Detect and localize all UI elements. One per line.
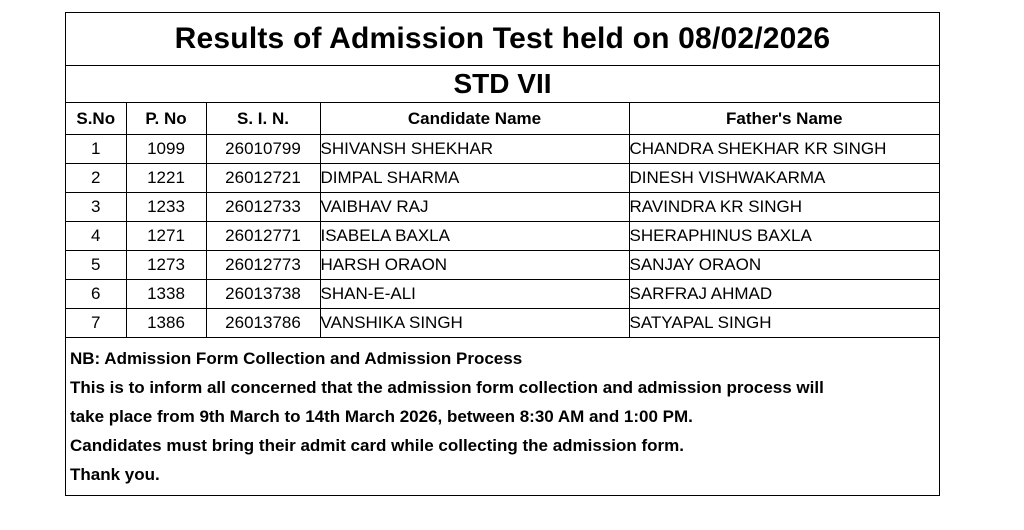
cell-sin: 26012733 bbox=[206, 193, 320, 222]
admission-notice bbox=[66, 338, 939, 495]
cell-fathers-name: SHERAPHINUS BAXLA bbox=[629, 222, 939, 251]
cell-candidate-name: HARSH ORAON bbox=[320, 251, 629, 280]
cell-candidate-name: VAIBHAV RAJ bbox=[320, 193, 629, 222]
cell-candidate-name: DIMPAL SHARMA bbox=[320, 164, 629, 193]
notice-line: Candidates must bring their admit card while collecting the admission form. bbox=[70, 436, 684, 455]
cell-sin: 26012773 bbox=[206, 251, 320, 280]
cell-pno: 1099 bbox=[126, 135, 206, 164]
notice-line: take place from 9th March to 14th March 2026, between 8:30 AM and 1:00 PM. bbox=[70, 407, 693, 426]
header-sin: S. I. N. bbox=[206, 103, 320, 135]
cell-fathers-name: CHANDRA SHEKHAR KR SINGH bbox=[629, 135, 939, 164]
table-row bbox=[66, 164, 939, 193]
cell-pno: 1271 bbox=[126, 222, 206, 251]
cell-fathers-name: SARFRAJ AHMAD bbox=[629, 280, 939, 309]
table-row bbox=[66, 135, 939, 164]
cell-sno: 1 bbox=[66, 135, 126, 164]
table-row bbox=[66, 193, 939, 222]
table-row bbox=[66, 251, 939, 280]
header-fathers-name: Father's Name bbox=[629, 103, 939, 135]
results-sheet bbox=[65, 12, 940, 496]
notice-heading: NB: Admission Form Collection and Admission Process bbox=[70, 349, 523, 368]
page-title: Results of Admission Test held on 08/02/2026 bbox=[66, 13, 939, 66]
notice-line: This is to inform all concerned that the admission form collection and admission process will bbox=[70, 378, 824, 397]
header-candidate-name: Candidate Name bbox=[320, 103, 629, 135]
cell-fathers-name: SANJAY ORAON bbox=[629, 251, 939, 280]
table-row bbox=[66, 222, 939, 251]
cell-candidate-name: VANSHIKA SINGH bbox=[320, 309, 629, 338]
cell-sno: 3 bbox=[66, 193, 126, 222]
cell-sin: 26013738 bbox=[206, 280, 320, 309]
notice-closing: Thank you. bbox=[70, 465, 160, 484]
cell-pno: 1233 bbox=[126, 193, 206, 222]
class-label: STD VII bbox=[66, 66, 939, 103]
cell-sno: 4 bbox=[66, 222, 126, 251]
cell-fathers-name: DINESH VISHWAKARMA bbox=[629, 164, 939, 193]
cell-fathers-name: RAVINDRA KR SINGH bbox=[629, 193, 939, 222]
cell-sno: 7 bbox=[66, 309, 126, 338]
cell-pno: 1273 bbox=[126, 251, 206, 280]
cell-candidate-name: SHIVANSH SHEKHAR bbox=[320, 135, 629, 164]
cell-candidate-name: ISABELA BAXLA bbox=[320, 222, 629, 251]
cell-sin: 26010799 bbox=[206, 135, 320, 164]
table-row bbox=[66, 309, 939, 338]
results-table bbox=[66, 103, 939, 338]
table-header-row bbox=[66, 103, 939, 135]
table-row bbox=[66, 280, 939, 309]
header-pno: P. No bbox=[126, 103, 206, 135]
cell-candidate-name: SHAN-E-ALI bbox=[320, 280, 629, 309]
cell-sin: 26012721 bbox=[206, 164, 320, 193]
cell-sin: 26012771 bbox=[206, 222, 320, 251]
cell-sin: 26013786 bbox=[206, 309, 320, 338]
cell-sno: 2 bbox=[66, 164, 126, 193]
cell-sno: 5 bbox=[66, 251, 126, 280]
cell-pno: 1338 bbox=[126, 280, 206, 309]
cell-fathers-name: SATYAPAL SINGH bbox=[629, 309, 939, 338]
cell-sno: 6 bbox=[66, 280, 126, 309]
cell-pno: 1221 bbox=[126, 164, 206, 193]
header-sno: S.No bbox=[66, 103, 126, 135]
cell-pno: 1386 bbox=[126, 309, 206, 338]
